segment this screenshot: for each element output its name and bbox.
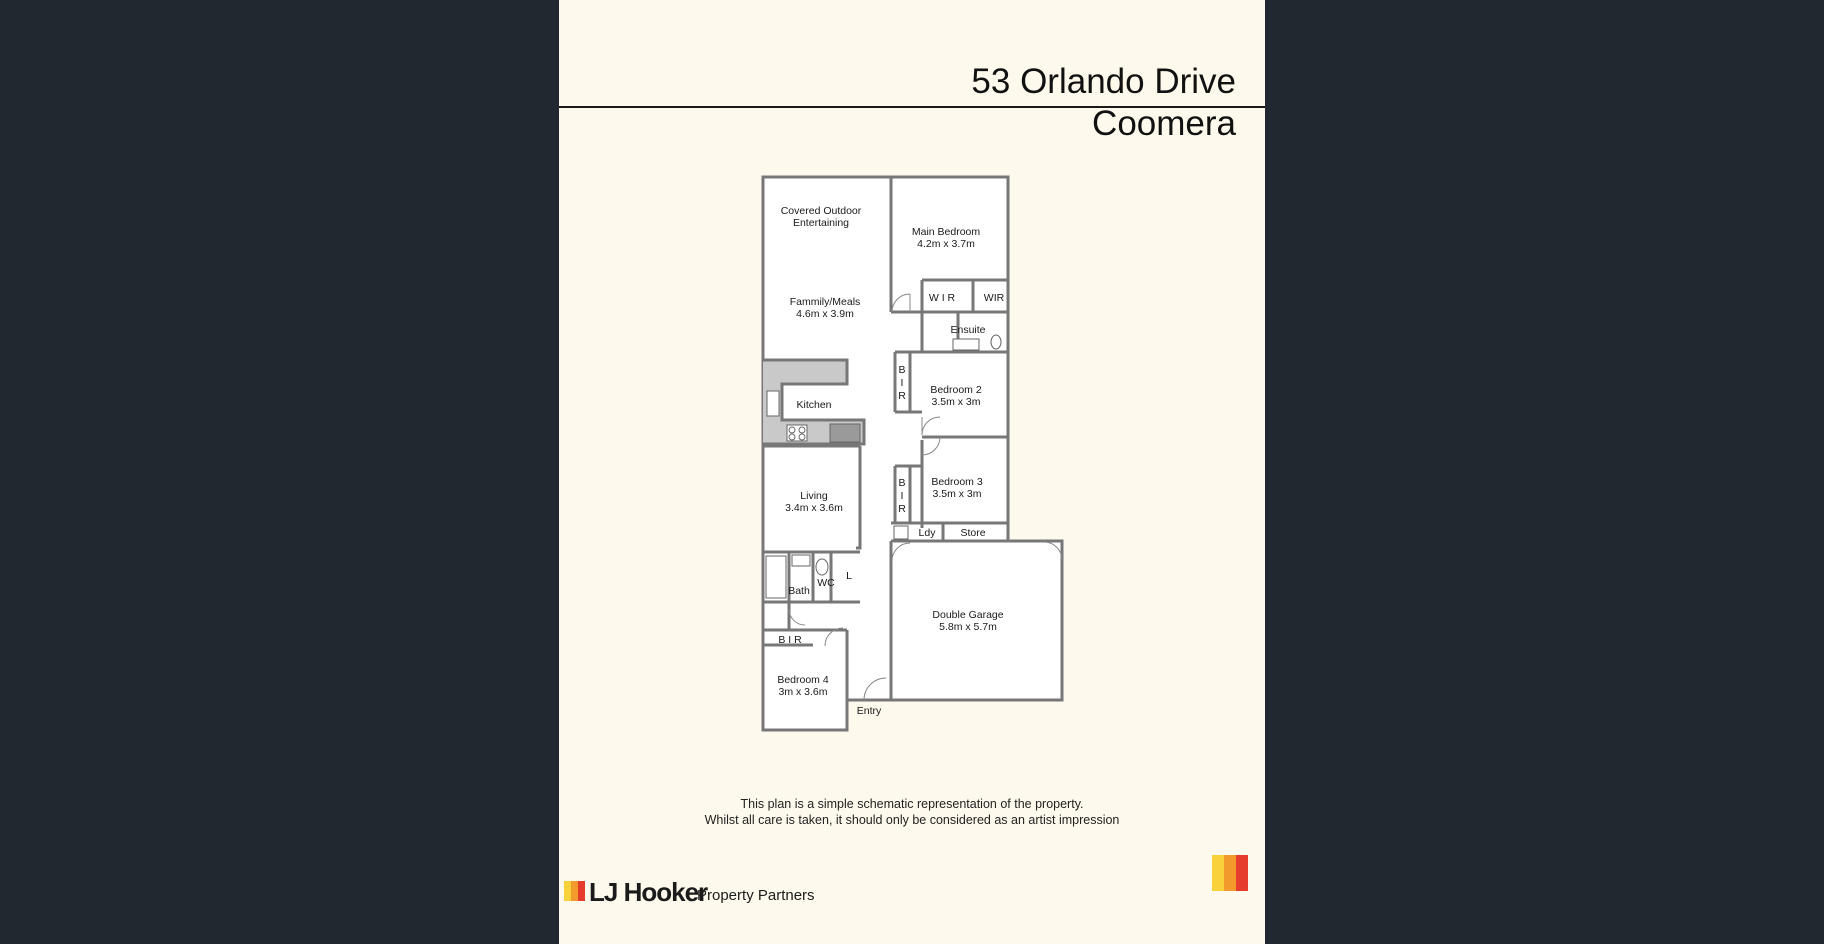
linen-label: L	[846, 570, 852, 582]
bir3-letter-r: R	[898, 503, 906, 515]
laundry-label: Ldy	[918, 527, 936, 539]
store-label: Store	[960, 527, 986, 539]
main-bedroom-size: 4.2m x 3.7m	[917, 238, 975, 250]
living-label: Living	[800, 490, 828, 502]
bedroom-4-label: Bedroom 4	[777, 674, 829, 686]
brand-mark-icon	[1212, 855, 1248, 891]
bedroom-4-size: 3m x 3.6m	[778, 686, 828, 698]
bedroom-3-label: Bedroom 3	[931, 476, 983, 488]
wir-label-1: W I R	[928, 292, 956, 304]
outdoor-label-2: Entertaining	[792, 217, 850, 229]
bir3-letter-b: B	[898, 477, 906, 489]
wir-label-2: WIR	[983, 292, 1005, 304]
garage-label: Double Garage	[932, 609, 1004, 621]
family-meals-size: 4.6m x 3.9m	[796, 308, 854, 320]
bedroom-2-label: Bedroom 2	[930, 384, 982, 396]
fridge	[830, 424, 860, 442]
bedroom-2-size: 3.5m x 3m	[931, 396, 981, 408]
bath-tub	[766, 556, 786, 598]
wc-label: WC	[817, 577, 835, 589]
house-outline	[763, 177, 1062, 730]
bir2-letter-b: B	[898, 364, 906, 376]
kitchen-sink	[767, 391, 779, 416]
property-suburb: Coomera	[1092, 104, 1236, 143]
ensuite-vanity	[953, 339, 979, 350]
disclaimer-line-2: Whilst all care is taken, it should only be considered as an artist impression	[704, 813, 1120, 827]
wc-toilet	[816, 559, 828, 575]
logo-wordmark: LJ Hooker	[589, 877, 708, 907]
bedroom-3-size: 3.5m x 3m	[932, 488, 982, 500]
property-address: 53 Orlando Drive	[971, 62, 1236, 101]
floorplan-sheet	[559, 0, 1265, 944]
kitchen-label: Kitchen	[796, 399, 832, 411]
bir4-label: B I R	[778, 634, 802, 646]
family-meals-label: Fammily/Meals	[789, 296, 861, 308]
office-name: Property Partners	[697, 887, 815, 904]
outdoor-label-1: Covered Outdoor	[780, 205, 862, 217]
bath-label: Bath	[788, 585, 810, 597]
bath-vanity	[792, 555, 810, 566]
laundry-tub	[894, 526, 908, 539]
disclaimer-line-1: This plan is a simple schematic representation of the property.	[740, 797, 1084, 811]
floor-plan	[559, 0, 1265, 760]
bir2-letter-r: R	[898, 390, 906, 402]
main-bedroom-label: Main Bedroom	[911, 226, 981, 238]
bir2-letter-i: I	[900, 377, 904, 389]
logo-color-bars-icon	[564, 881, 584, 901]
ensuite-label: Ensuite	[950, 324, 986, 336]
ensuite-toilet	[991, 335, 1001, 349]
garage-size: 5.8m x 5.7m	[939, 621, 997, 633]
bir3-letter-i: I	[900, 490, 904, 502]
entry-label: Entry	[856, 705, 882, 717]
living-size: 3.4m x 3.6m	[785, 502, 843, 514]
